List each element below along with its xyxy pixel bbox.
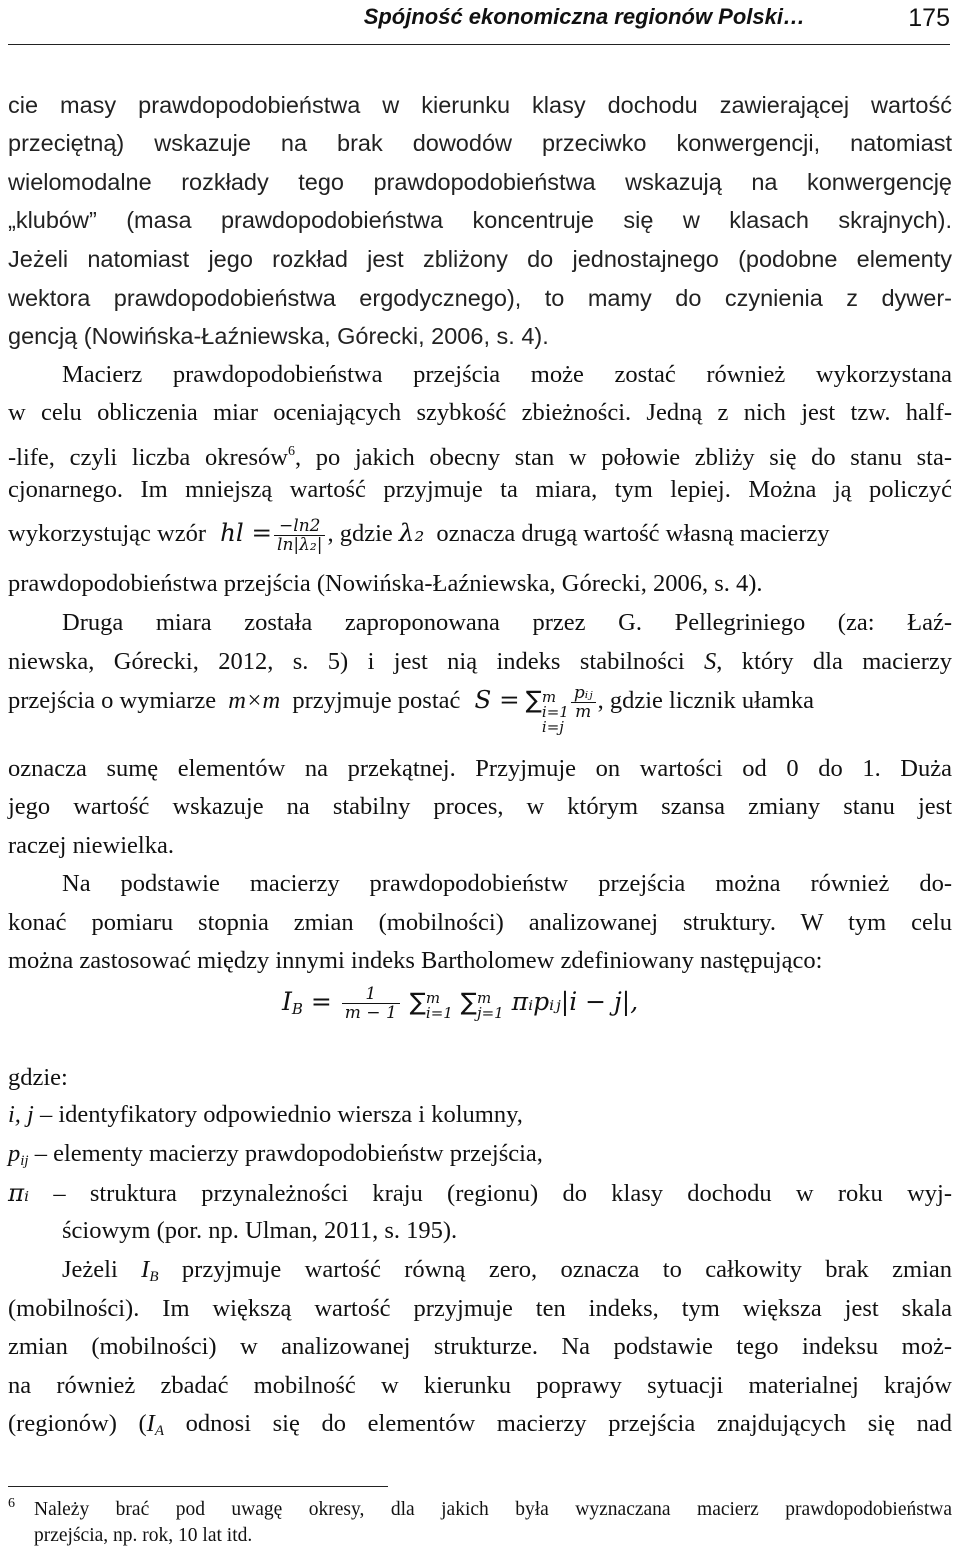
sum-symbol: ∑ [525, 686, 542, 714]
text-line: zmian (mobilności) w analizowanej strukturze. Na podstawie tego indeksu moż- [8, 1333, 952, 1360]
footnote-rule [8, 1486, 388, 1487]
footnote-line: przejścia, np. rok, 10 lat itd. [34, 1525, 253, 1546]
formula-hl: hl = [220, 518, 273, 547]
sum-limits: m i=1 [425, 989, 453, 1022]
text-line: gdzie: [8, 1064, 68, 1091]
page-number: 175 [908, 4, 950, 32]
text-line: w celu obliczenia miar oceniających szybkość zbieżności. Jedną z nich jest tzw. half- [8, 399, 952, 426]
text-line: gencją (Nowińska-Łaźniewska, Górecki, 2006, s. 4). [8, 323, 549, 349]
definition-item: πᵢ – struktura przynależności kraju (regionu) do klasy dochodu w roku wyj- [8, 1178, 952, 1207]
fraction: $\frac{\text{pᵢⱼ}}{m}$ [571, 684, 596, 721]
text-line: cjonarnego. Im mniejszą wartość przyjmuje ta miara, tym lepiej. Można ją policzyć [8, 476, 952, 503]
footnote-line: 6 Należy brać pod uwagę okresy, dla jakich była wyznaczana macierz prawdopodobieństwa [8, 1496, 952, 1524]
text-line: można zastosować między innymi indeks Bartholomew zdefiniowany następująco: [8, 947, 823, 974]
text-line: jego wartość wskazuje na stabilny proces, w którym szansa zmiany stanu jest [8, 793, 952, 820]
sum-symbol: ∑ [409, 988, 426, 1016]
lambda-symbol: λ₂ [398, 518, 425, 547]
sum-limits: m j=1 [476, 989, 504, 1022]
bartholomew-equation: $I_B$ = $\frac{1}{m - 1}$ ∑ m i=1 ∑ m j=1 πᵢpᵢⱼ|i − j|, [282, 984, 639, 1023]
text-line: Na podstawie macierzy prawdopodobieństw przejścia można również do- [62, 870, 952, 897]
text-line: ściowym (por. np. Ulman, 2011, s. 195). [62, 1217, 458, 1244]
text-line: -life, czyli liczba okresów$^6$, po jakich obecny stan w połowie zbliży się do stanu sta- [8, 444, 952, 471]
text-line: konać pomiaru stopnia zmian (mobilności) analizowanej struktury. W tym celu [8, 909, 952, 936]
footnote-ref: 6 [287, 444, 295, 459]
header-rule [8, 44, 950, 45]
sum-symbol: ∑ [460, 988, 477, 1016]
definition-item: i, j – identyfikatory odpowiednio wiersza i kolumny, [8, 1101, 523, 1128]
text-line: Macierz prawdopodobieństwa przejścia może zostać również wykorzystana [62, 361, 952, 388]
text-line: wektora prawdopodobieństwa ergodycznego), to mamy do czynienia z dywer- [8, 285, 952, 311]
formula-S: S = [474, 685, 520, 714]
text-line-formula: przejścia o wymiarze m×m przyjmuje postać S = ∑ m i=1 i=j $\frac{\text{pᵢⱼ}}{m}$ , gdzie licznik ułamka [8, 682, 814, 736]
text-line: niewska, Górecki, 2012, s. 5) i jest nią indeks stabilności S, który dla macierzy [8, 648, 953, 675]
text-line: przeciętną) wskazuje na brak dowodów przeciwko konwergencji, natomiast [8, 130, 952, 156]
running-header [8, 4, 950, 38]
header-title: Spójność ekonomiczna regionów Polski… [363, 4, 805, 29]
text-line: Druga miara została zaproponowana przez G. Pellegriniego (za: Łaź- [62, 609, 952, 636]
text-line: raczej niewielka. [8, 832, 174, 859]
text-line: Jeżeli $I_B$ przyjmuje wartość równą zero, oznacza to całkowity brak zmian [62, 1256, 952, 1285]
text-line: prawdopodobieństwa przejścia (Nowińska-Łaźniewska, Górecki, 2006, s. 4). [8, 570, 763, 597]
text-line: wielomodalne rozkłady tego prawdopodobieństwa wskazują na konwergencję [8, 169, 952, 195]
text-line: cie masy prawdopodobieństwa w kierunku klasy dochodu zawierającej wartość [8, 92, 952, 118]
fraction: $\frac{1}{m - 1}$ [342, 985, 400, 1022]
text-line: (regionów) ($I_A$ odnosi się do elementów macierzy przejścia znajdujących się nad [8, 1410, 952, 1439]
text-line: oznacza sumę elementów na przekątnej. Przyjmuje on wartości od 0 do 1. Duża [8, 755, 952, 782]
sum-limits: m i=1 i=j [541, 688, 569, 736]
text-line: na również zbadać mobilność w kierunku poprawy sytuacji materialnej krajów [8, 1372, 952, 1399]
text-line: „klubów” (masa prawdopodobieństwa koncentruje się w klasach skrajnych). [8, 207, 952, 233]
footnote-number: 6 [8, 1496, 15, 1511]
text-line: (mobilności). Im większą wartość przyjmuje ten indeks, tym większa jest skala [8, 1295, 952, 1322]
definition-item: $p_{ij}$ – elementy macierzy prawdopodobieństw przejścia, [8, 1140, 543, 1169]
text-line-formula: wykorzystując wzór hl = $\frac{-\ln 2}{\text{ln|λ₂|}}$ , gdzie λ₂ oznacza drugą wartość własną macierzy [8, 515, 830, 555]
text-line: Jeżeli natomiast jego rozkład jest zbliżony do jednostajnego (podobne elementy [8, 246, 952, 272]
fraction: $\frac{-\ln 2}{\text{ln|λ₂|}}$ [274, 517, 325, 554]
